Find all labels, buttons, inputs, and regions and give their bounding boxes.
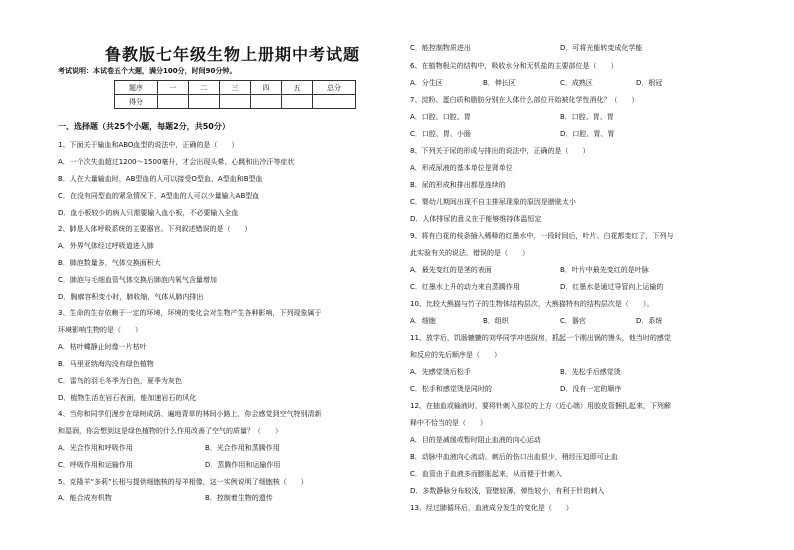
- question-line: A．目的是减缓或暂时阻止血液的向心运动: [410, 436, 541, 444]
- score-cell: 二: [189, 81, 220, 95]
- question-line: 5、克隆羊“多莉”长相与提供细胞核的母羊相像，这一实例说明了细胞核（ ）: [58, 478, 308, 486]
- question-line: A．枯叶蝶静止时像一片枯叶: [58, 343, 147, 351]
- score-cell: 三: [220, 81, 251, 95]
- option: B．先松手后感觉烫: [560, 368, 621, 376]
- question-line: D．植物生活在岩石表面，能加速岩石的风化: [58, 394, 197, 402]
- option: C．红墨水上升的动力来自蒸腾作用: [410, 283, 520, 291]
- question-line: 9、将有白花的枝条插入稀释的红墨水中，一段时间后，叶片、白花都变红了，下列与: [410, 232, 674, 240]
- question-line: B．动脉中血液向心流动，刺后的伤口出血很少，稍经压迫即可止血: [410, 453, 618, 461]
- question-line: A．形成尿液的基本单位是肾单位: [410, 164, 513, 172]
- score-input-cell[interactable]: [251, 95, 282, 109]
- option: D．红墨水是通过导管向上运输的: [560, 283, 664, 291]
- question-line: C．雷鸟的羽毛冬季为白色，夏季为灰色: [58, 377, 182, 385]
- question-line: 此实验有关的说法，错误的是（ ）: [410, 249, 529, 257]
- score-input-cell[interactable]: [313, 95, 356, 109]
- option: D．口腔、胃、胃: [560, 130, 615, 138]
- question-line: C．在没有同型血的紧急情况下，A型血的人可以少量输入AB型血: [58, 192, 260, 200]
- question-line: 4、当你和同学们漫步在绿树成荫、遍地青草的林间小路上，你会感觉到空气特别清新: [58, 410, 322, 418]
- option: A．分生区: [410, 79, 443, 87]
- option: C．能控制物质进出: [410, 44, 471, 52]
- score-input-cell[interactable]: [282, 95, 313, 109]
- question-line: B．人在大量输血时，AB型血的人可以接受O型血、A型血和B型血: [58, 175, 263, 183]
- option: C．松手和感觉烫是同时的: [410, 385, 492, 393]
- question-line: 7、淀粉、蛋白质和脂肪分别在人体什么部位开始被化学性消化？（ ）: [410, 96, 639, 104]
- option: A．口腔、口腔、胃: [410, 113, 471, 121]
- question-line: 2、肺是人体呼吸系统的主要器官。下列叙述错误的是（ ）: [58, 225, 252, 233]
- section-heading: 一、选择题（共25个小题，每题2分，共50分）: [58, 122, 230, 131]
- question-line: A．外界气体经过呼吸道进入肺: [58, 242, 154, 250]
- option: A．先感觉烫后松手: [410, 368, 471, 376]
- score-input-cell[interactable]: [189, 95, 220, 109]
- question-line: 13、经过肺循环后，血液成分发生的变化是（ ）: [410, 504, 573, 512]
- question-line: C．血管由于血液多而膨胀起来，从而便于针刺入: [410, 470, 562, 478]
- score-cell: 五: [282, 81, 313, 95]
- question-line: 和湿润，你会想到这是绿色植物的什么作用改善了空气的质量？（ ）: [58, 427, 282, 435]
- question-line: D．人体排尿的意义在于能够维持体温恒定: [410, 215, 542, 223]
- option: B．叶片中最先变红的是叶脉: [560, 266, 649, 274]
- question-line: D．胸廓容积变小时，肺收缩，气体从肺内排出: [58, 293, 204, 301]
- question-line: 和反应的先后顺序是（ ）: [410, 351, 501, 359]
- option: A．细胞: [410, 317, 436, 325]
- question-line: B．肺泡数量多，气体交换面积大: [58, 259, 161, 267]
- question-line: 10、比较大熊猫与竹子的生物体结构层次，大熊猫特有的结构层次是（ ）。: [410, 300, 654, 308]
- score-cell: 四: [251, 81, 282, 95]
- question-line: D．多数静脉分布较浅，管壁较薄，弹性较小，有利于针的刺入: [410, 487, 605, 495]
- option: B．伸长区: [483, 79, 516, 87]
- question-line: 1、下面关于输血和ABO血型的说法中，正确的是（ ）: [58, 141, 239, 149]
- score-cell: 得分: [115, 95, 158, 109]
- question-line: 环境影响生物的是（ ）: [58, 326, 142, 334]
- question-line: A．一个次失血超过1200～1500毫升，才会出现头晕、心跳和出冷汗等症状: [58, 158, 295, 166]
- score-input-cell[interactable]: [158, 95, 189, 109]
- option: B．口腔、胃、胃: [560, 113, 614, 121]
- score-cell: 题序: [115, 81, 158, 95]
- score-table-header-row: [115, 81, 356, 95]
- exam-instructions: 考试说明：本试卷五个大题，满分100分，时间90分钟。: [58, 67, 237, 75]
- option: D．根冠: [636, 79, 663, 87]
- question-line: C．婴幼儿期间出现不自主排尿现象的原因是膀胱太小: [410, 198, 576, 206]
- option: A．最先变红的是茎的表面: [410, 266, 492, 274]
- option: B．光合作用和蒸腾作用: [205, 444, 280, 452]
- option: B．组织: [483, 317, 509, 325]
- question-line: 3、生命的生存依赖于一定的环境，环境的变化会对生物产生各种影响，下列现象属于: [58, 309, 322, 317]
- option: C．成熟区: [560, 79, 593, 87]
- question-line: C．肺泡与毛细血管气体交换后肺泡内氧气含量增加: [58, 276, 217, 284]
- option: D．可将光能转变成化学能: [560, 44, 643, 52]
- option: A．光合作用和呼吸作用: [58, 444, 133, 452]
- option: C．口腔、胃、小肠: [410, 130, 471, 138]
- question-line: B．马里亚纳海沟没有绿色植物: [58, 360, 154, 368]
- question-line: D．血小板较少的病人只需要输入血小板，不必要输入全血: [58, 209, 239, 217]
- score-cell: 一: [158, 81, 189, 95]
- option: D．系统: [636, 317, 663, 325]
- option: B．控制着生物的遗传: [205, 494, 273, 502]
- score-table-score-row: [115, 95, 356, 109]
- score-table: [114, 80, 356, 109]
- question-line: 11、放学后，饥肠辘辘的刘华同学冲进厨房，抓起一个刚出锅的馒头，他当时的感觉: [410, 334, 671, 342]
- question-line: 释中不恰当的是（ ）: [410, 419, 487, 427]
- option: A．能合成有机物: [58, 494, 112, 502]
- question-line: B．尿的形成和排出都是连续的: [410, 181, 506, 189]
- question-line: 8、下列关于尿的形成与排出的说法中，正确的是（ ）: [410, 147, 590, 155]
- option: D．没有一定的顺序: [560, 385, 622, 393]
- question-line: 6、在植物根尖的结构中，吸收水分和无机盐的主要部位是（ ）: [410, 62, 618, 70]
- option: D．蒸腾作用和运输作用: [205, 461, 281, 469]
- option: C．呼吸作用和运输作用: [58, 461, 133, 469]
- score-cell: 总分: [313, 81, 356, 95]
- question-line: 12、在抽血或输液时，要将针刺入部位的上方（近心端）用胶皮管捆扎起来，下列解: [410, 402, 671, 410]
- exam-title: 鲁教版七年级生物上册期中考试题: [105, 45, 361, 64]
- score-input-cell[interactable]: [220, 95, 251, 109]
- option: C．器官: [560, 317, 586, 325]
